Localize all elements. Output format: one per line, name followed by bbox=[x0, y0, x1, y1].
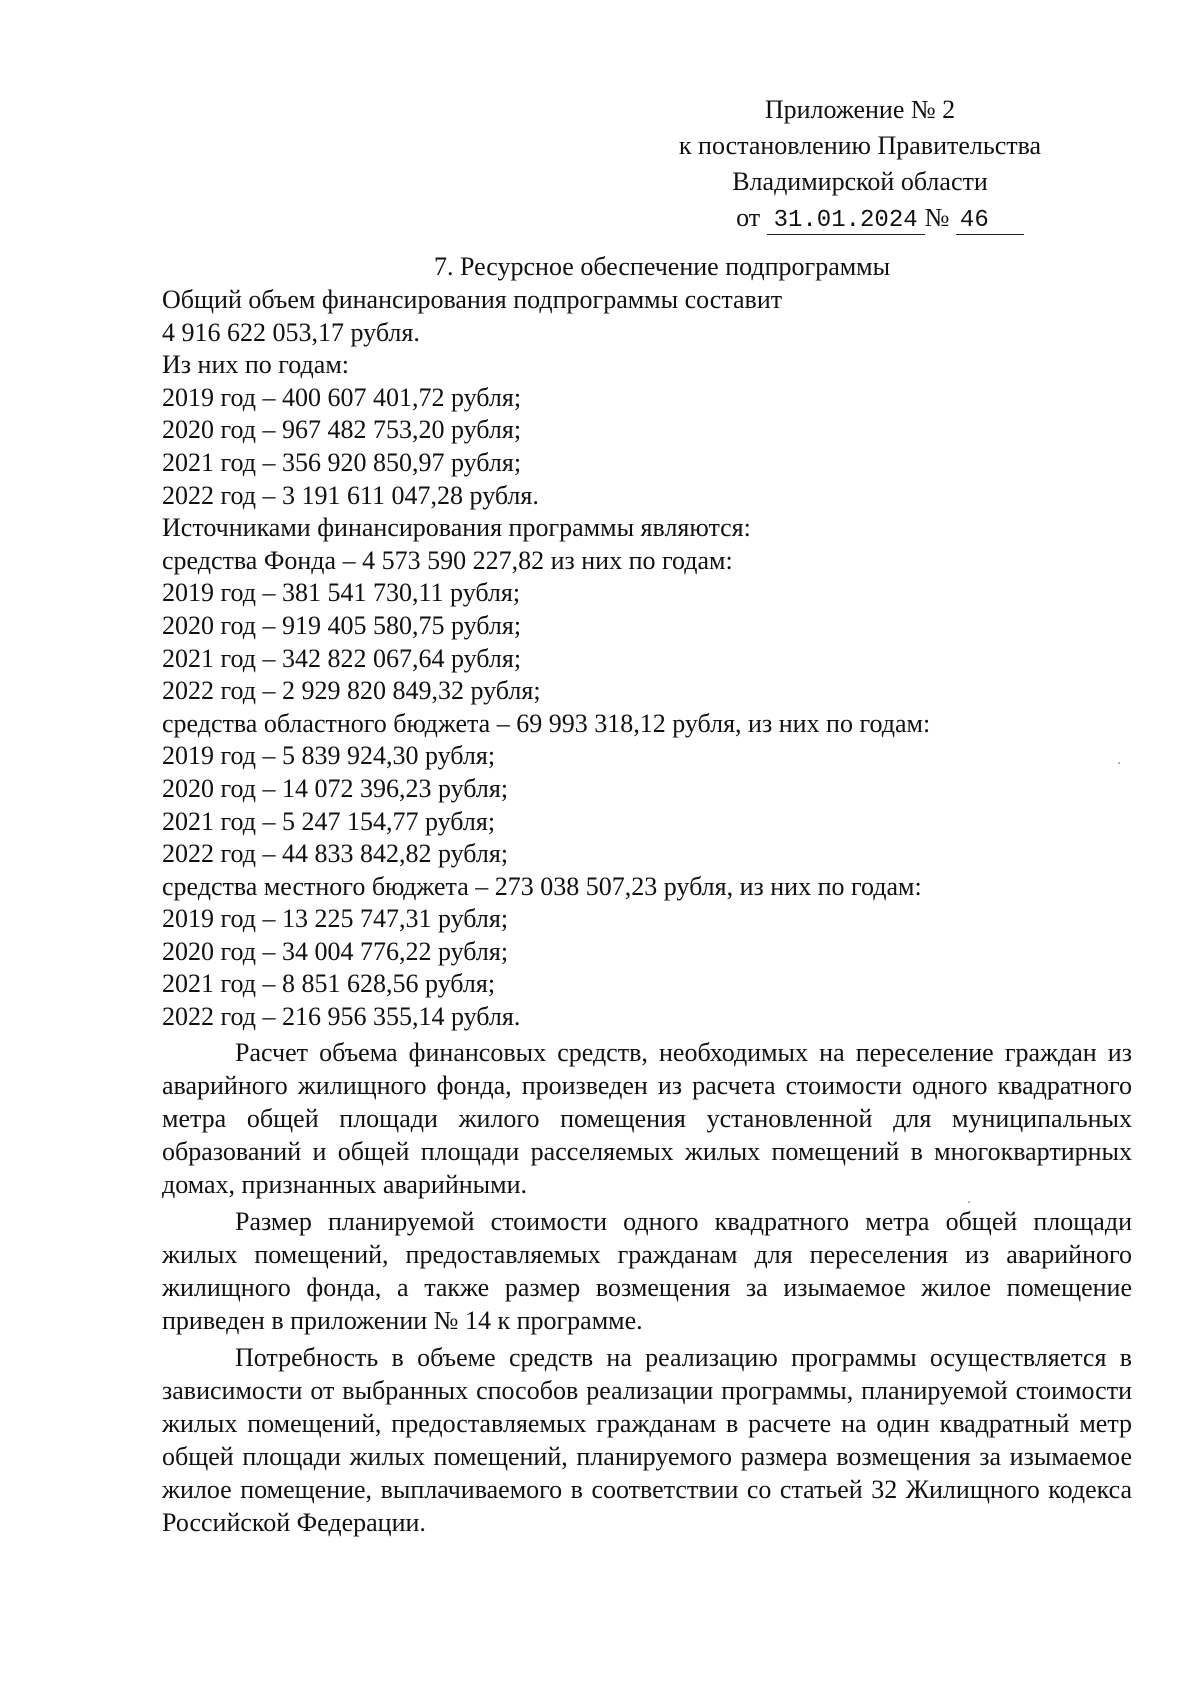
list-line: 2021 год – 342 822 067,64 рубля; bbox=[162, 643, 522, 673]
appendix-header bbox=[640, 92, 1080, 236]
list-line: Общий объем финансирования подпрограммы составит bbox=[162, 285, 783, 314]
section-title: 7. Ресурсное обеспечение подпрограммы bbox=[434, 252, 891, 281]
list-line: 2022 год – 216 956 355,14 рубля. bbox=[162, 1002, 521, 1032]
paragraph-funding-need: Потребность в объеме средств на реализацию программы осуществляется в зависимости от выбранных способов реализации программы, планируемой стоимости жилых помещений, предоставляемых гражданам в расчете на один квадратный метр общей площади жилых помещений, планируемого размера возмещения за изымаемое жилое помещение, выплачиваемого в соответствии со статьей 32 Жилищного кодекса Российской Федерации. bbox=[162, 1343, 1132, 1537]
list-line: 2020 год – 967 482 753,20 рубля; bbox=[162, 415, 522, 445]
list-line: 2021 год – 356 920 850,97 рубля; bbox=[162, 447, 522, 477]
date-value: 31.01.2024 bbox=[767, 208, 925, 235]
paragraph-cost-size: Размер планируемой стоимости одного квадратного метра общей площади жилых помещений, предоставляемых гражданам для переселения из аварийного жилищного фонда, а также размер возмещения за изымаемое жилое помещение приведен в приложении № 14 к программе. bbox=[162, 1207, 1132, 1335]
list-line: Источниками финансирования программы являются: bbox=[162, 513, 751, 543]
list-line: 2019 год – 400 607 401,72 рубля; bbox=[162, 382, 522, 412]
number-value: 46 bbox=[956, 208, 1024, 235]
list-line: 2022 год – 3 191 611 047,28 рубля. bbox=[162, 480, 539, 510]
scan-speck bbox=[968, 1201, 970, 1203]
paragraph-calculation: Расчет объема финансовых средств, необходимых на переселение граждан из аварийного жилищного фонда, произведен из расчета стоимости одного квадратного метра общей площади жилого помещения установленной для муниципальных образований и общей площади расселяемых жилых помещений в многоквартирных домах, признанных аварийными. bbox=[162, 1038, 1132, 1199]
list-line: 2019 год – 381 541 730,11 рубля; bbox=[162, 578, 521, 608]
list-line: 2019 год – 13 225 747,31 рубля; bbox=[162, 904, 509, 934]
scan-speck bbox=[1118, 762, 1120, 764]
financing-list bbox=[162, 284, 1062, 1034]
list-line: средства областного бюджета – 69 993 318,12 рубля, из них по годам: bbox=[162, 708, 931, 738]
appendix-number: Приложение № 2 bbox=[764, 95, 956, 124]
appendix-region: Владимирской области bbox=[732, 167, 988, 196]
list-line: 4 916 622 053,17 рубля. bbox=[162, 317, 420, 347]
appendix-date-line bbox=[640, 200, 1080, 236]
list-line: 2020 год – 919 405 580,75 рубля; bbox=[162, 610, 522, 640]
list-line: 2020 год – 14 072 396,23 рубля; bbox=[162, 773, 509, 803]
list-line: 2021 год – 8 851 628,56 рубля; bbox=[162, 969, 496, 999]
appendix-resolution: к постановлению Правительства bbox=[678, 131, 1042, 160]
list-line: 2022 год – 2 929 820 849,32 рубля; bbox=[162, 676, 541, 706]
list-line: 2021 год – 5 247 154,77 рубля; bbox=[162, 806, 496, 836]
list-line: 2019 год – 5 839 924,30 рубля; bbox=[162, 741, 496, 771]
list-line: средства Фонда – 4 573 590 227,82 из них по годам: bbox=[162, 545, 733, 575]
explanatory-text bbox=[162, 1036, 1132, 1539]
list-line: 2020 год – 34 004 776,22 рубля; bbox=[162, 936, 509, 966]
list-line: Из них по годам: bbox=[162, 350, 350, 380]
date-prefix: от bbox=[736, 203, 761, 232]
list-line: средства местного бюджета – 273 038 507,23 рубля, из них по годам: bbox=[162, 871, 922, 901]
number-prefix: № bbox=[924, 203, 950, 232]
list-line: 2022 год – 44 833 842,82 рубля; bbox=[162, 839, 509, 869]
